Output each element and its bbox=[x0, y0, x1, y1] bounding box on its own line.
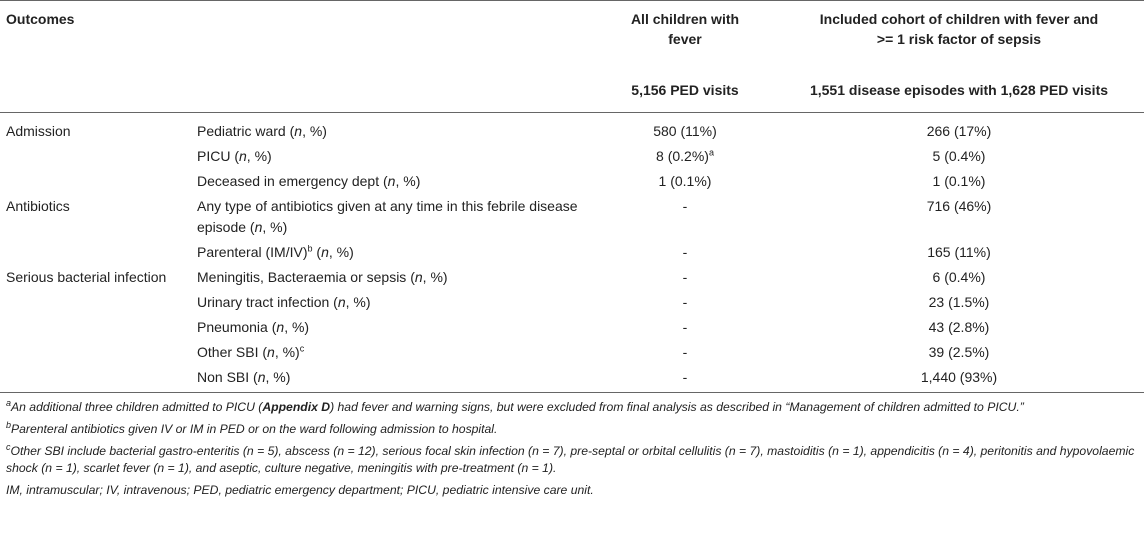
header-cohort bbox=[774, 1, 1144, 69]
row-cohort-value: 6 (0.4%) bbox=[932, 269, 986, 285]
row-outcome: Pneumonia (n, %) bbox=[197, 319, 310, 335]
row-outcome: Non SBI (n, %) bbox=[196, 365, 596, 393]
row-outcome: Pediatric ward (n, %) bbox=[197, 123, 327, 139]
row-category bbox=[0, 315, 196, 340]
header-all-children bbox=[596, 1, 774, 69]
row-all-value: - bbox=[596, 365, 774, 393]
row-all-value: 8 $(0.2\%)^a$ bbox=[656, 147, 714, 164]
row-outcome: Meningitis, Bacteraemia or sepsis (n, %) bbox=[197, 269, 448, 285]
row-outcome: Other SBI (n, %)$^c$ bbox=[197, 343, 305, 360]
subheader-all-visits: 5,156 PED visits bbox=[596, 68, 774, 113]
header-all-line2: fever bbox=[668, 31, 702, 47]
row-category bbox=[0, 169, 196, 194]
table-row bbox=[0, 144, 1144, 169]
table-row bbox=[0, 240, 1144, 265]
table-body bbox=[0, 113, 1144, 393]
footnote-a: $^a$An additional three children admitted to PICU (Appendix D) had fever and warning signs, but were excluded from final analysis as described in “Management of children admitted to PICU.” bbox=[6, 397, 1024, 414]
table-footnotes bbox=[0, 393, 1144, 499]
row-outcome: PICU (n, %) bbox=[197, 148, 272, 164]
row-outcome: Deceased in emergency dept (n, %) bbox=[197, 173, 421, 189]
row-category: Antibiotics bbox=[6, 198, 70, 214]
row-all-value: - bbox=[682, 198, 688, 214]
table-row bbox=[0, 265, 1144, 290]
row-all-value: - bbox=[682, 244, 688, 260]
table-row bbox=[0, 365, 1144, 393]
row-category bbox=[0, 340, 196, 365]
footnote-marker-a: a bbox=[708, 147, 714, 158]
footnote-marker-c: c bbox=[299, 343, 305, 354]
table-row bbox=[0, 113, 1144, 145]
row-cohort-value: 43 (2.8%) bbox=[928, 319, 990, 335]
row-all-value: - bbox=[682, 319, 688, 335]
table-row bbox=[0, 340, 1144, 365]
footnote-marker-b: b bbox=[307, 243, 313, 254]
row-cohort-value: 5 (0.4%) bbox=[932, 148, 986, 164]
subheader-cohort-visits: 1,551 disease episodes with 1,628 PED visits bbox=[774, 68, 1144, 113]
row-category bbox=[0, 365, 196, 393]
row-category: Serious bacterial infection bbox=[6, 269, 167, 285]
row-cohort-value: 1 (0.1%) bbox=[932, 173, 986, 189]
row-all-value: 1 (0.1%) bbox=[658, 173, 712, 189]
appendix-d-link: Appendix D bbox=[262, 400, 331, 414]
table-row bbox=[0, 290, 1144, 315]
row-cohort-value: 165 (11%) bbox=[927, 244, 991, 260]
footnote-b: $^b$Parenteral antibiotics given IV or IM in PED or on the ward following admission to hospital. bbox=[6, 419, 498, 436]
table-row bbox=[0, 169, 1144, 194]
header-spacer bbox=[0, 68, 596, 113]
row-all-value: - bbox=[682, 344, 688, 360]
row-outcome: Parenteral $(IM/IV)^b$ (n, %) bbox=[197, 243, 354, 260]
table-row bbox=[0, 315, 1144, 340]
footnote-abbreviations: IM, intramuscular; IV, intravenous; PED, pediatric emergency department; PICU, pediatric intensive care unit. bbox=[6, 483, 594, 497]
row-all-value: - bbox=[682, 269, 688, 285]
table-header bbox=[0, 1, 1144, 113]
header-cohort-line2: >= 1 risk factor of sepsis bbox=[876, 31, 1042, 47]
row-category bbox=[0, 144, 196, 169]
row-cohort-value: 1,440 (93%) bbox=[774, 365, 1144, 393]
header-outcomes: Outcomes bbox=[0, 1, 596, 69]
row-cohort-value: 266 (17%) bbox=[926, 123, 992, 139]
row-all-value: 580 (11%) bbox=[653, 123, 717, 139]
row-cohort-value: 23 (1.5%) bbox=[928, 294, 990, 310]
row-all-value: - bbox=[682, 294, 688, 310]
footnote-c: $^c$Other SBI include bacterial gastro-enteritis (n = 5), abscess (n = 12), serious focal skin infection (n = 7), pre-septal or orbital cellulitis (n = 7), mastoiditis (n = 1), appendicitis (n = 4), peritonitis and hypovolaemic shock (n = 1), scarlet fever (n = 1), and aseptic, culture negative, meningitis with pre-treatment (n = 1). bbox=[6, 441, 1135, 475]
row-cohort-value: 39 (2.5%) bbox=[928, 344, 990, 360]
row-category bbox=[0, 290, 196, 315]
row-outcome: Any type of antibiotics given at any time in this febrile disease episode (n, %) bbox=[197, 198, 578, 235]
row-category: Admission bbox=[6, 123, 71, 139]
header-cohort-line1: Included cohort of children with fever and bbox=[819, 11, 1099, 27]
row-cohort-value: 716 (46%) bbox=[926, 198, 992, 214]
row-category bbox=[0, 240, 196, 265]
row-outcome: Urinary tract infection (n, %) bbox=[197, 294, 371, 310]
table-row bbox=[0, 194, 1144, 240]
header-all-line1: All children with bbox=[630, 11, 740, 27]
